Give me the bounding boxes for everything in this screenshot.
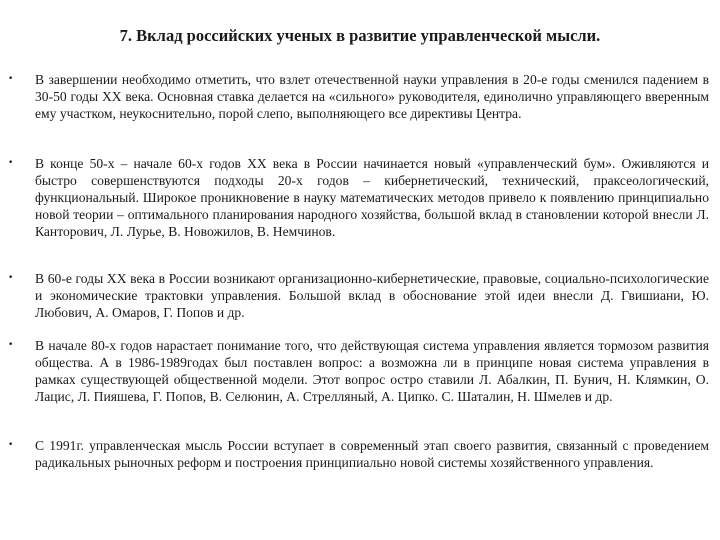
list-item-text: В конце 50-х – начале 60-х годов ХХ века в России начинается новый «управленческий бум». Оживляются и быстро совершенствуются подходы 20-х годов – кибернетический, технический, праксеологический, функциональный. Широкое проникновение в науку математических методов привело к появлению принципиально новой теории – оптимального планирования народного хозяйства, большой вклад в становлении которой внесли Л. Канторович, Л. Лурье, В. Новожилов, В. Немчинов.: [35, 156, 709, 239]
bullet-icon: •: [8, 440, 14, 450]
list-item-text: В завершении необходимо отметить, что взлет отечественной науки управления в 20-е годы сменился падением в 30-50 годы ХХ века. Основная ставка делается на «сильного» руководителя, единолично управляющего вверенным ему участком, неукоснительно, порой слепо, выполняющего все директивы Центра.: [35, 72, 709, 121]
list-item-text: С 1991г. управленческая мысль России вступает в современный этап своего развития, связанный с проведением радикальных рыночных реформ и построения принципиально новой системы хозяйственного управления.: [35, 438, 709, 470]
bullet-icon: •: [8, 340, 14, 350]
bullet-icon: •: [8, 273, 14, 283]
bullet-icon: •: [8, 74, 14, 84]
list-item-text: В начале 80-х годов нарастает понимание того, что действующая система управления является тормозом развития общества. А в 1986-1989годах был поставлен вопрос: а возможна ли в принципе новая система управления в рамках существующей общественной модели. Этот вопрос остро ставили Л. Абалкин, П. Бунич, Н. Клямкин, О. Лацис, Л. Пияшева, Г. Попов, В. Селюнин, А. Стрелляный, А. Ципко. С. Шаталин, Н. Шмелев и др.: [35, 338, 709, 404]
bullet-icon: •: [8, 158, 14, 168]
slide-title: 7. Вклад российских ученых в развитие управленческой мысли.: [119, 26, 601, 45]
list-item-text: В 60-е годы ХХ века в России возникают организационно-кибернетические, правовые, социально-психологические и экономические трактовки управления. Большой вклад в обоснование этой идеи внесли Д. Гвишиани, Ю. Любович, А. Омаров, Г. Попов и др.: [35, 271, 709, 320]
